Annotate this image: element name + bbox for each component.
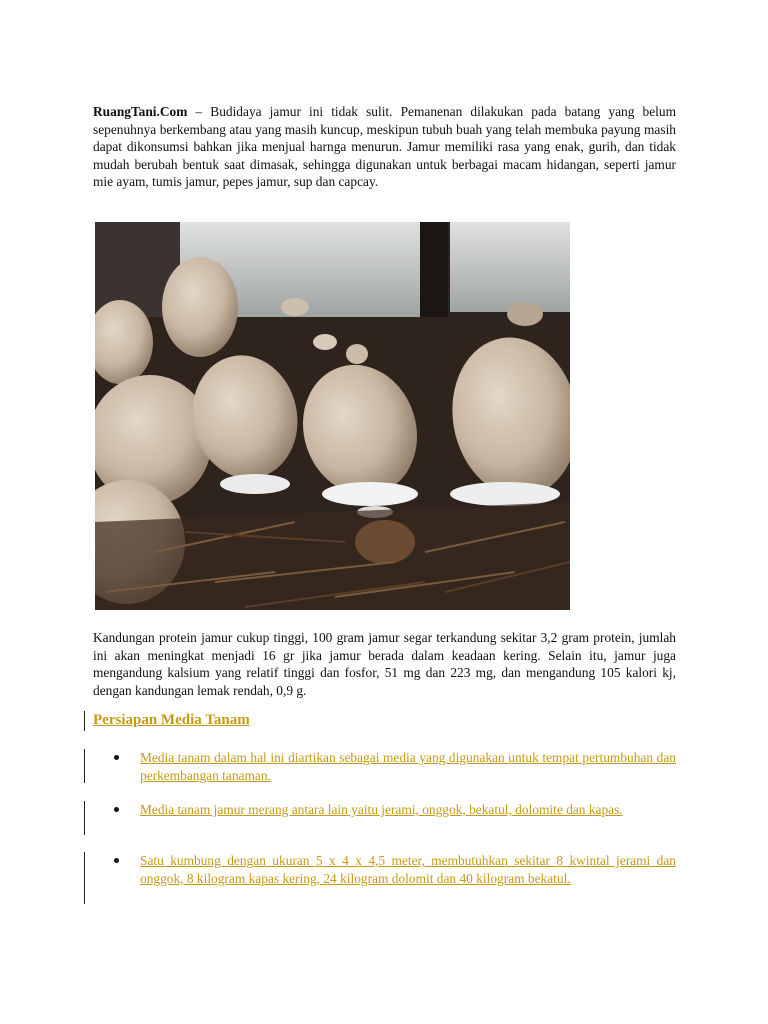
- brand-name: RuangTani.Com: [93, 104, 188, 119]
- mushroom-illustration: [95, 222, 570, 610]
- revision-bar: [84, 801, 85, 835]
- bullet-icon: [114, 858, 119, 863]
- section-heading[interactable]: Persiapan Media Tanam: [93, 712, 250, 728]
- intro-text: – Budidaya jamur ini tidak sulit. Pemanenan dilakukan pada batang yang belum sepenuhnya berkembang atau yang masih kuncup, meskipun tubuh buah yang telah membuka payung masih dapat dikonsumsi bahkan jika menjual harnga menurun. Jamur memiliki rasa yang enak, gurih, dan tidak mudah berubah bentuk saat dimasak, sehingga digunakan untuk berbagai macam hidangan, seperti jamur mie ayam, tumis jamur, pepes jamur, sup dan capcay.: [93, 104, 676, 190]
- revision-bar: [84, 749, 85, 783]
- revision-bar: [84, 852, 85, 904]
- intro-paragraph: [93, 103, 676, 191]
- list-item: [84, 749, 676, 787]
- straw-mushroom-photo: [95, 222, 570, 610]
- list-item-link[interactable]: Media tanam jamur merang antara lain yaitu jerami, onggok, bekatul, dolomite dan kapas.: [140, 802, 623, 817]
- list-item: [84, 852, 676, 908]
- list-item: [84, 801, 676, 839]
- protein-paragraph: Kandungan protein jamur cukup tinggi, 100 gram jamur segar terkandung sekitar 3,2 gram protein, jumlah ini akan meningkat menjadi 16 gr jika jamur berada dalam keadaan kering. Selain itu, jamur juga mengandung kalsium yang relatif tinggi dan fosfor, 51 mg dan 223 mg, dan mengandung 105 kalori kj, dengan kandungan lemak rendah, 0,9 g.: [93, 630, 676, 698]
- bullet-icon: [114, 755, 119, 760]
- bullet-icon: [114, 807, 119, 812]
- list-item-link[interactable]: Media tanam dalam hal ini diartikan sebagai media yang digunakan untuk tempat pertumbuhan dan perkembangan tanaman.: [140, 750, 676, 783]
- revision-bar: [84, 711, 85, 731]
- list-item-link[interactable]: Satu kumbung dengan ukuran 5 x 4 x 4,5 meter, membutuhkan sekitar 8 kwintal jerami dan onggok, 8 kilogram kapas kering, 24 kilogram dolomit dan 40 kilogram bekatul.: [140, 853, 676, 886]
